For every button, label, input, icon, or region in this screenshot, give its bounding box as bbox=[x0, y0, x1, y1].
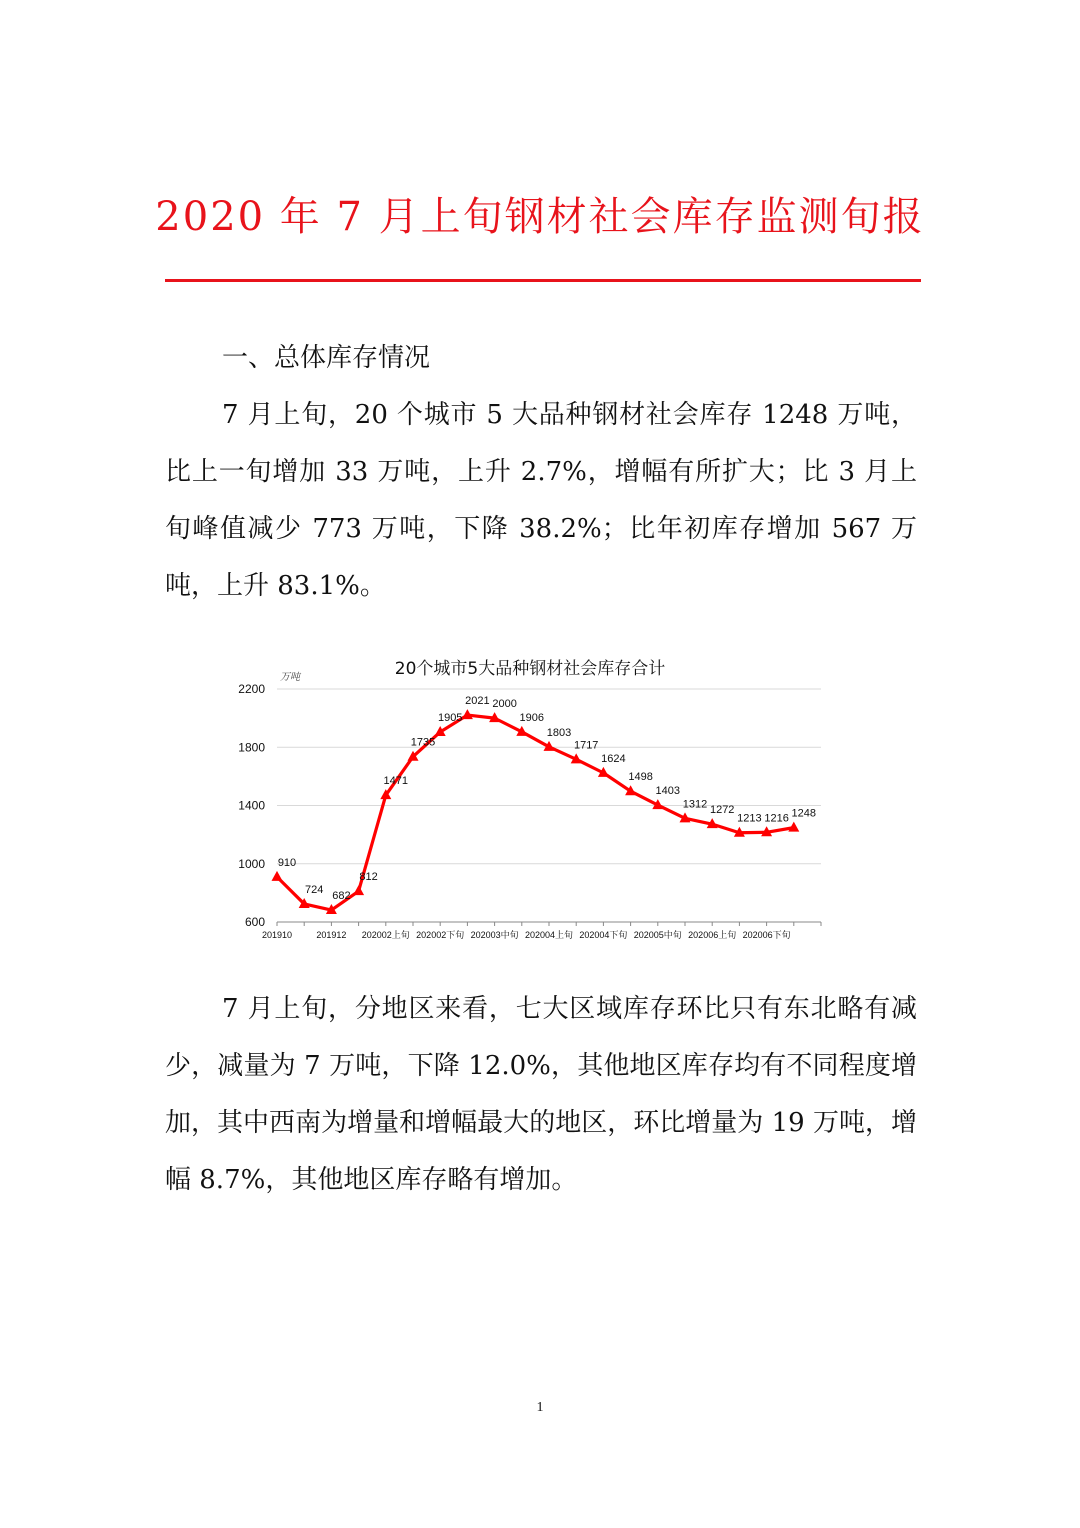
data-label: 1213 bbox=[737, 812, 762, 825]
page-number: 1 bbox=[536, 1400, 544, 1415]
data-label: 2000 bbox=[492, 698, 517, 711]
data-label: 1471 bbox=[383, 775, 409, 788]
data-label: 682 bbox=[332, 890, 351, 903]
section-heading: 一、总体库存情况 bbox=[222, 343, 431, 373]
data-point-marker bbox=[788, 822, 799, 832]
data-label: 812 bbox=[359, 871, 378, 884]
data-point-marker bbox=[353, 885, 364, 895]
x-tick-label: 202006下旬 bbox=[742, 930, 791, 940]
x-tick-label: 202004上旬 bbox=[524, 930, 574, 940]
data-label: 1403 bbox=[655, 785, 681, 798]
data-label: 1624 bbox=[601, 752, 626, 765]
title-divider bbox=[165, 279, 921, 282]
document-title: 2020 年 7 月上旬钢材社会库存监测旬报 bbox=[155, 194, 925, 240]
x-tick-label: 202002上旬 bbox=[361, 930, 410, 940]
y-tick-label: 1400 bbox=[238, 798, 265, 813]
data-label: 724 bbox=[305, 883, 324, 896]
x-tick-label: 201910 bbox=[261, 930, 293, 940]
data-label: 910 bbox=[277, 856, 297, 869]
data-label: 1272 bbox=[709, 804, 735, 817]
y-tick-label: 2200 bbox=[238, 682, 265, 696]
data-label: 1717 bbox=[573, 739, 599, 752]
x-tick-label: 202002下旬 bbox=[416, 930, 465, 940]
x-tick-label: 202006上旬 bbox=[688, 930, 737, 940]
data-label: 1906 bbox=[519, 711, 545, 724]
x-tick-label: 201912 bbox=[316, 930, 347, 940]
x-tick-label: 202004下旬 bbox=[579, 930, 628, 940]
data-label: 1312 bbox=[682, 798, 708, 811]
data-label: 1498 bbox=[628, 771, 653, 784]
chart-title: 20个城市5大品种钢材社会库存合计 bbox=[394, 659, 666, 679]
paragraph-regional: 7 月上旬，分地区来看，七大区域库存环比只有东北略有减少，减量为 7 万吨，下降 12.0%，其他地区库存均有不同程度增加，其中西南为增量和增幅最大的地区，环比增量为 19 万吨，增幅 8.7%，其他地区库存略有增加。 bbox=[165, 994, 917, 1195]
y-axis-unit-label: 万吨 bbox=[280, 672, 300, 683]
y-tick-label: 1800 bbox=[238, 740, 265, 755]
inventory-chart bbox=[220, 650, 840, 945]
chart-svg bbox=[220, 650, 840, 945]
data-label: 1216 bbox=[764, 812, 789, 825]
y-tick-label: 600 bbox=[244, 915, 265, 929]
data-label: 1905 bbox=[437, 711, 463, 724]
y-tick-label: 1000 bbox=[238, 856, 265, 871]
data-point-marker bbox=[272, 871, 283, 881]
paragraph-overall: 7 月上旬，20 个城市 5 大品种钢材社会库存 1248 万吨，比上一旬增加 33 万吨，上升 2.7%，增幅有所扩大；比 3 月上旬峰值减少 773 万吨，下降 38.2%；比年初库存增加 567 万吨，上升 83.1%。 bbox=[165, 400, 917, 601]
x-tick-label: 202005中旬 bbox=[633, 930, 682, 940]
x-tick-label: 202003中旬 bbox=[470, 930, 519, 940]
data-label: 2021 bbox=[465, 695, 490, 708]
data-label: 1735 bbox=[410, 736, 436, 749]
data-label: 1803 bbox=[546, 726, 572, 739]
data-label: 1248 bbox=[791, 807, 817, 820]
